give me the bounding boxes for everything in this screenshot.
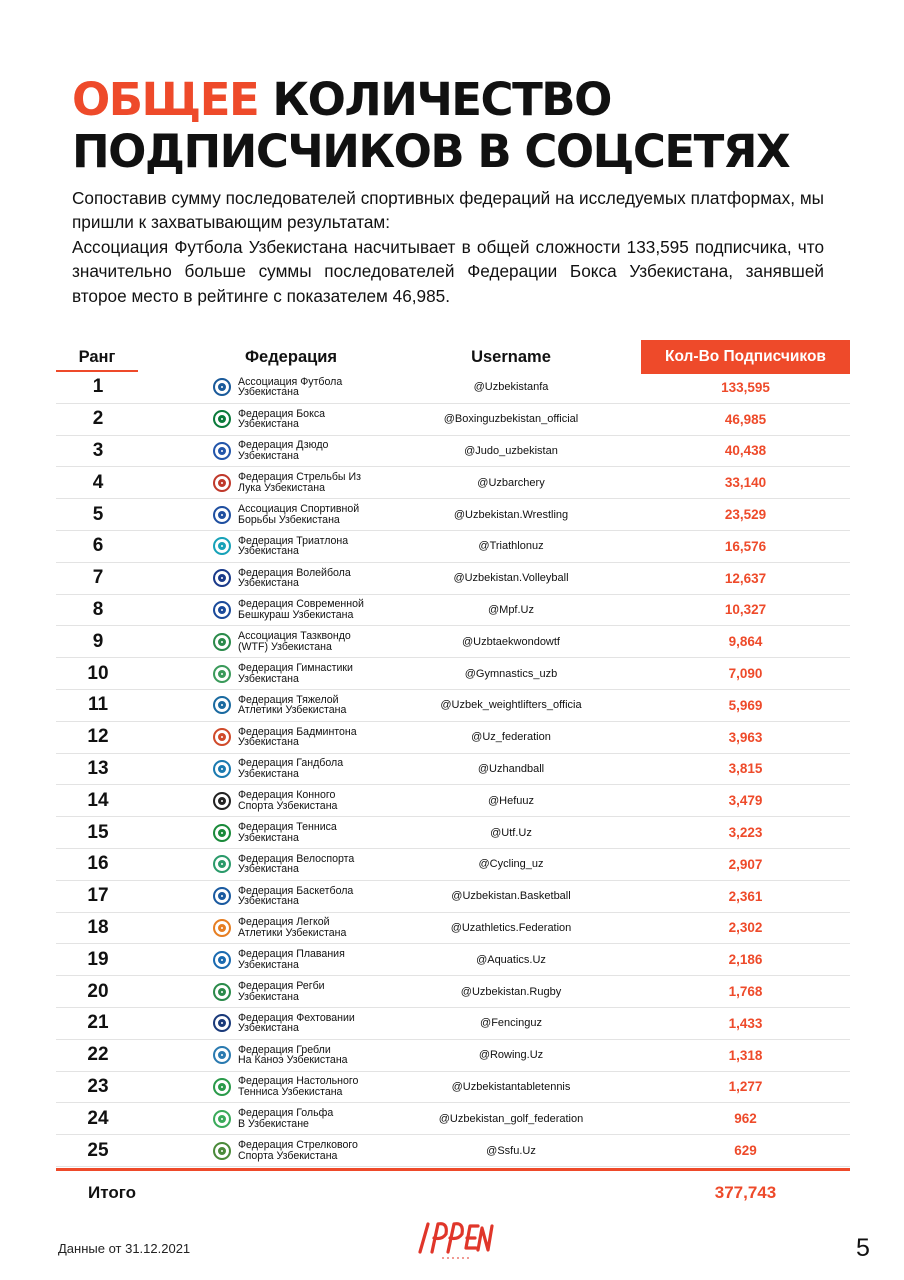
rank-cell: 22: [87, 1044, 109, 1066]
header-username: Username: [471, 348, 551, 366]
table-header: [56, 340, 850, 374]
intro-text: [72, 186, 824, 308]
header-federation: Федерация: [244, 348, 338, 366]
triathlon-federation-logo-icon: [213, 537, 231, 555]
boxing-federation-logo-icon: [213, 410, 231, 428]
subscriber-count: 2,907: [728, 856, 763, 872]
table-row: [56, 531, 850, 563]
rugby-federation-logo-icon: [213, 983, 231, 1001]
rank-cell: 14: [87, 789, 109, 811]
rank-cell: 19: [87, 948, 109, 970]
rank-cell: 13: [87, 757, 109, 779]
federation-name: Федерация Фехтовании Узбекистана: [238, 1011, 355, 1035]
subscriber-count: 9,864: [728, 634, 763, 650]
rank-cell: 15: [87, 821, 109, 843]
subscriber-count: 962: [734, 1111, 757, 1127]
federation-name: Федерация Гандбола Узбекистана: [238, 757, 344, 780]
rank-cell: 24: [87, 1107, 109, 1129]
rank-cell: 12: [87, 726, 109, 748]
swimming-federation-logo-icon: [213, 951, 231, 969]
rank-cell: 8: [92, 598, 104, 620]
federation-name: Федерация Велоспорта Узбекистана: [238, 852, 355, 876]
rank-cell: 21: [87, 1012, 109, 1034]
table-row: [56, 658, 850, 690]
federation-name: Федерация Тяжелой Атлетики Узбекистана: [238, 693, 347, 717]
total-label: Итого: [88, 1183, 136, 1202]
subscriber-count: 2,361: [728, 888, 763, 904]
basketball-federation-logo-icon: [213, 887, 231, 905]
table-row: [56, 722, 850, 754]
ranking-table: [56, 372, 850, 1167]
subscriber-count: 3,479: [728, 793, 763, 809]
federation-name: Федерация Современной Бешкураш Узбекистана: [238, 598, 364, 621]
weightlifting-federation-logo-icon: [213, 696, 231, 714]
username-cell: @Uzhandball: [477, 762, 545, 775]
username-cell: @Boxinguzbekistan_official: [443, 413, 579, 426]
subscriber-count: 1,277: [728, 1079, 763, 1095]
cycling-federation-logo-icon: [213, 855, 231, 873]
subscriber-count: 16,576: [724, 538, 767, 554]
subscriber-count: 1,433: [728, 1015, 763, 1031]
table-row: [56, 1103, 850, 1135]
username-cell: @Uzbekistan_golf_federation: [438, 1112, 584, 1125]
subscriber-count: 3,963: [728, 729, 763, 745]
federation-name: Федерация Бокса Узбекистана: [238, 407, 326, 431]
table-row: [56, 785, 850, 817]
judo-federation-logo-icon: [213, 442, 231, 460]
equestrian-federation-logo-icon: [213, 792, 231, 810]
table-row: [56, 626, 850, 658]
table-row: [56, 1040, 850, 1072]
rank-cell: 10: [87, 662, 109, 684]
username-cell: @Judo_uzbekistan: [464, 444, 558, 457]
pentathlon-federation-logo-icon: [213, 601, 231, 619]
subscriber-count: 1,768: [728, 984, 763, 1000]
subscriber-count: 3,223: [728, 825, 763, 841]
federation-name: Федерация Стрелкового Спорта Узбекистана: [238, 1138, 358, 1162]
table-row: [56, 563, 850, 595]
federation-name: Федерация Баскетбола Узбекистана: [238, 884, 354, 908]
federation-name: Федерация Гребли На Каноэ Узбекистана: [238, 1043, 348, 1067]
header-count: Кол-Во Подписчиков: [641, 340, 850, 374]
table-tennis-federation-logo-icon: [213, 1078, 231, 1096]
federation-name: Федерация Легкой Атлетики Узбекистана: [238, 916, 347, 939]
rank-cell: 9: [92, 630, 104, 652]
rank-cell: 25: [87, 1139, 109, 1161]
federation-name: Федерация Триатлона Узбекистана: [238, 534, 349, 558]
rank-cell: 4: [92, 471, 104, 493]
handball-federation-logo-icon: [213, 760, 231, 778]
federation-name: Федерация Тенниса Узбекистана: [238, 820, 337, 844]
rank-cell: 6: [92, 535, 104, 557]
federation-name: Федерация Регби Узбекистана: [238, 979, 325, 1003]
username-cell: @Hefuuz: [487, 794, 535, 807]
federation-name: Ассоциация Спортивной Борьбы Узбекистана: [238, 502, 360, 526]
username-cell: @Rowing.Uz: [478, 1049, 544, 1062]
title-line1-rest: КОЛИЧЕСТВО: [258, 73, 611, 126]
username-cell: @Gymnastics_uzb: [464, 667, 558, 680]
athletics-federation-logo-icon: [213, 919, 231, 937]
username-cell: @Fencinguz: [480, 1017, 542, 1030]
wrestling-association-logo-icon: [213, 506, 231, 524]
subscriber-count: 2,186: [728, 952, 763, 968]
federation-name: Федерация Стрельбы Из Лука Узбекистана: [238, 471, 361, 494]
username-cell: @Uzbekistan.Basketball: [451, 890, 571, 903]
rank-cell: 7: [92, 567, 104, 589]
taekwondo-association-logo-icon: [213, 633, 231, 651]
intro-paragraph-2: Ассоциация Футбола Узбекистана насчитывает в общей сложности 133,595 подписчика, что значительно больше суммы последователей Федерации Бокса Узбекистана, занявшей второе место в рейтинге с показателем 46,985.: [72, 236, 824, 306]
username-cell: @Uzbek_weightlifters_officia: [440, 699, 582, 712]
federation-name: Федерация Волейбола Узбекистана: [238, 566, 351, 590]
rank-cell: 2: [92, 408, 104, 430]
subscriber-count: 3,815: [728, 761, 763, 777]
federation-name: Ассоциация Футбола Узбекистана: [238, 375, 343, 399]
rank-cell: 18: [87, 916, 109, 938]
username-cell: @Mpf.Uz: [487, 603, 534, 616]
table-row: [56, 913, 850, 945]
fencing-federation-logo-icon: [213, 1014, 231, 1032]
subscriber-count: 46,985: [724, 411, 767, 427]
shooting-federation-logo-icon: [213, 1142, 231, 1160]
golf-federation-logo-icon: [213, 1110, 231, 1128]
username-cell: @Ssfu.Uz: [486, 1144, 536, 1157]
table-row: [56, 499, 850, 531]
table-row: [56, 1072, 850, 1104]
subscriber-count: 2,302: [728, 920, 763, 936]
rank-cell: 20: [87, 980, 109, 1002]
federation-name: Федерация Плавания Узбекистана: [238, 948, 345, 971]
username-cell: @Triathlonuz: [478, 540, 544, 553]
federation-name: Федерация Настольного Тенниса Узбекистана: [238, 1075, 359, 1098]
federation-name: Федерация Дзюдо Узбекистана: [238, 439, 329, 462]
total-divider: [56, 1168, 850, 1171]
table-row: [56, 754, 850, 786]
username-cell: @Uzbtaekwondowtf: [462, 635, 560, 648]
rank-cell: 3: [92, 439, 104, 461]
rank-cell: 1: [92, 376, 104, 398]
federation-name: Федерация Гольфа В Узбекистане: [238, 1107, 334, 1130]
total-value: 377,743: [714, 1183, 777, 1202]
page-number: 5: [856, 1234, 870, 1262]
subscriber-count: 7,090: [728, 666, 763, 682]
subscriber-count: 629: [734, 1143, 757, 1159]
canoe-federation-logo-icon: [213, 1046, 231, 1064]
intro-paragraph-1: Сопоставив сумму последователей спортивных федераций на исследуемых платформах, мы пришли к захватывающим результатам:: [72, 188, 824, 233]
badminton-federation-logo-icon: [213, 728, 231, 746]
federation-name: Федерация Конного Спорта Узбекистана: [238, 789, 338, 812]
username-cell: @Uzbekistan.Volleyball: [453, 572, 569, 585]
table-row: [56, 817, 850, 849]
rank-cell: 11: [87, 694, 109, 716]
federation-name: Федерация Гимнастики Узбекистана: [238, 661, 353, 685]
gymnastics-federation-logo-icon: [213, 665, 231, 683]
subscriber-count: 12,637: [724, 570, 767, 586]
username-cell: @Uzathletics.Federation: [450, 921, 572, 934]
subscriber-count: 33,140: [724, 475, 767, 491]
subscriber-count: 40,438: [724, 443, 767, 459]
username-cell: @Utf.Uz: [490, 826, 532, 839]
header-rank: Ранг: [56, 340, 138, 372]
username-cell: @Uz_federation: [471, 731, 551, 744]
rank-cell: 16: [87, 853, 109, 875]
football-association-logo-icon: [213, 378, 231, 396]
table-row: [56, 436, 850, 468]
table-row: [56, 690, 850, 722]
username-cell: @Cycling_uz: [478, 858, 544, 871]
username-cell: @Uzbekistan.Wrestling: [453, 508, 569, 521]
rank-cell: 23: [87, 1075, 109, 1097]
title-accent: ОБЩЕЕ: [72, 73, 259, 126]
tennis-federation-logo-icon: [213, 824, 231, 842]
rank-cell: 5: [92, 503, 104, 525]
table-row: [56, 976, 850, 1008]
brand-logo-icon: [414, 1214, 494, 1264]
table-row: [56, 849, 850, 881]
table-row: [56, 1135, 850, 1167]
subscriber-count: 5,969: [728, 697, 763, 713]
rank-cell: 17: [87, 885, 109, 907]
title-line2: ПОДПИСЧИКОВ В СОЦСЕТЯХ: [72, 125, 790, 178]
table-row: [56, 372, 850, 404]
volleyball-federation-logo-icon: [213, 569, 231, 587]
table-row: [56, 944, 850, 976]
subscriber-count: 23,529: [724, 507, 767, 523]
subscriber-count: 10,327: [724, 602, 767, 618]
table-row: [56, 881, 850, 913]
archery-federation-logo-icon: [213, 474, 231, 492]
username-cell: @Uzbekistantabletennis: [451, 1080, 571, 1093]
username-cell: @Aquatics.Uz: [476, 953, 546, 966]
username-cell: @Uzbekistan.Rugby: [460, 985, 562, 998]
username-cell: @Uzbarchery: [477, 476, 545, 489]
table-row: [56, 404, 850, 436]
table-row: [56, 467, 850, 499]
table-row: [56, 595, 850, 627]
federation-name: Федерация Бадминтона Узбекистана: [238, 725, 357, 749]
table-row: [56, 1008, 850, 1040]
page-title: [72, 74, 872, 178]
subscriber-count: 133,595: [721, 379, 770, 395]
data-date: Данные от 31.12.2021: [58, 1241, 191, 1256]
username-cell: @Uzbekistanfa: [473, 381, 549, 394]
federation-name: Ассоциация Тазквондо (WTF) Узбекистана: [238, 630, 351, 653]
subscriber-count: 1,318: [728, 1047, 763, 1063]
